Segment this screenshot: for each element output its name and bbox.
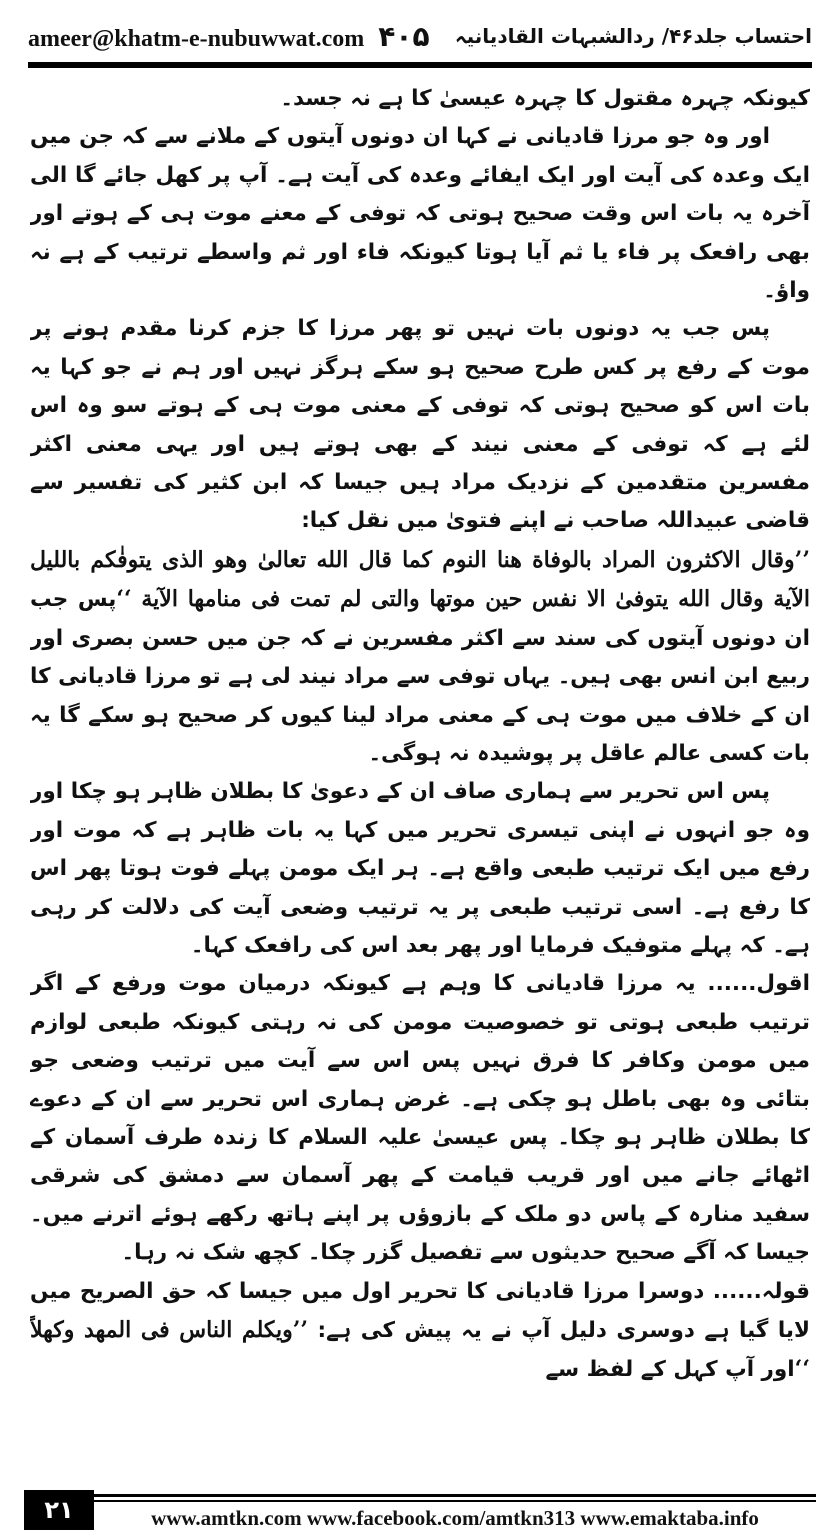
page-body (30, 80, 810, 1480)
footer-page-number: ۲۱ (24, 1490, 94, 1530)
footer-urls: www.amtkn.com www.facebook.com/amtkn313 www.emaktaba.info (151, 1506, 759, 1530)
paragraph-last (30, 1273, 810, 1390)
paragraph: اور وہ جو مرزا قادیانی نے کہا ان دونوں آیتوں کے ملانے سے کہ جن میں ایک وعدہ کی آیت اور ایک ایفائے وعدہ کی آیت ہے۔ آپ پر کھل جائے گا الی آخرہ یہ بات اس وقت صحیح ہوتی کہ توفی کے معنے موت ہی کے ہوتے اور بھی رافعک پر فاء یا ثم آیا ہوتا کیونکہ فاء اور ثم واسطے ترتیب کے ہے نہ واؤ۔ (30, 124, 810, 304)
header-email (28, 20, 430, 53)
paragraph: پس اس تحریر سے ہماری صاف ان کے دعویٰ کا بطلان ظاہر ہو چکا اور وہ جو انہوں نے اپنی تیسری تحریر میں کہا یہ بات ظاہر ہے کہ موت اور رفع میں ایک ترتیب طبعی واقع ہے۔ ہر ایک مومن پہلے فوت ہوتا پھر اس کا رفع ہے۔ اسی ترتیب طبعی پر یہ ترتیب وضعی آیت کی دلالت کر رہی ہے۔ کہ پہلے متوفیک فرمایا اور پھر بعد اس کی رافعک کہا۔ (30, 779, 810, 958)
book-title: احتساب جلد۴۶/ ردالشبہات القادیانیہ (454, 24, 812, 48)
paragraph: کیونکہ چہرہ مقتول کا چہرہ عیسیٰ کا ہے نہ جسد۔ (280, 86, 810, 111)
paragraph-tail: پس جب ان دونوں آیتوں کی سند سے اکثر مفسرین نے کہ جن میں حسن بصری اور ربیع ابن انس بھی ہیں۔ یہاں توفی سے مراد نیند لی ہے تو مرزا قادیانی کا ان کے خلاف میں موت ہی کے معنی مراد لینا کیوں کر صحیح ہو سکے گا یہ بات کسی عالم عاقل پر پوشیدہ نہ ہوگی۔ (30, 587, 810, 766)
page-footer (24, 1488, 816, 1532)
paragraph-head: قولہ...... دوسرا مرزا قادیانی کا تحریر اول میں جیسا کہ حق الصریح میں لایا گیا ہے دوسری دلیل آپ نے یہ پیش کی ہے: (30, 1278, 810, 1343)
header-rule (28, 62, 812, 68)
paragraph-tail-2: اور آپ کہل کے لفظ سے (545, 1357, 795, 1383)
email-text: ameer@khatm-e-nubuwwat.com (28, 25, 365, 52)
page-header (28, 14, 812, 58)
header-page-number: ۴۰۵ (378, 19, 430, 53)
paragraph: اقول...... یہ مرزا قادیانی کا وہم ہے کیونکہ درمیان موت ورفع کے اگر ترتیب طبعی ہوتی تو خصوصیت مومن کی نہ رہتی کیونکہ طبعی لوازم میں مومن وکافر کا فرق نہیں پس اس سے آیت میں ترتیب وضعی جو بتائی وہ بھی باطل ہو چکی ہے۔ غرض ہماری اس تحریر سے ان کے دعوے کا بطلان ظاہر ہو چکا۔ پس عیسیٰ علیہ السلام کا زندہ طرف آسمان کے اٹھائے جانے میں اور قریب قیامت کے پھر آسمان سے دمشق کی شرقی سفید منارہ کے پاس دو ملک کے بازوؤں پر اپنے ہاتھ رکھے ہوئے اترنے میں۔ جیسا کہ آگے صحیح حدیثوں سے تفصیل گزر چکا۔ کچھ شک نہ رہا۔ (30, 971, 810, 1266)
arabic-quote-2: ’’ویکلم الناس فی المهد وکهلاً ‘‘ (30, 1317, 810, 1383)
footer-rule-2 (94, 1500, 816, 1502)
paragraph-quote (30, 541, 810, 773)
paragraph: پس جب یہ دونوں بات نہیں تو پھر مرزا کا جزم کرنا مقدم ہونے پر موت کے رفع پر کس طرح صحیح ہو سکے ہرگز نہیں اور ہم نے جو کہا یہ بات اس کو صحیح ہوتی کہ توفی کے معنی موت ہی کے ہوتے سو وہ اس لئے ہے کہ توفی کے معنی نیند کے بھی ہوتے ہیں اور یہی معنی اکثر مفسرین متقدمین کے نزدیک مراد ہیں جیسا کہ ابن کثیر کی تفسیر سے قاضی عبیداللہ صاحب نے اپنے فتویٰ میں نقل کیا: (30, 316, 810, 534)
arabic-quote: ’’وقال الاکثرون المراد بالوفاة هنا النوم کما قال الله تعالیٰ وهو الذی یتوفٰکم بالليل الآیة وقال الله یتوفیٰ الا نفس حین موتها والتی لم تمت فی منامها الآیة ‘‘ (30, 546, 810, 613)
footer-rule-1 (94, 1494, 816, 1497)
footer-lines (94, 1490, 816, 1530)
